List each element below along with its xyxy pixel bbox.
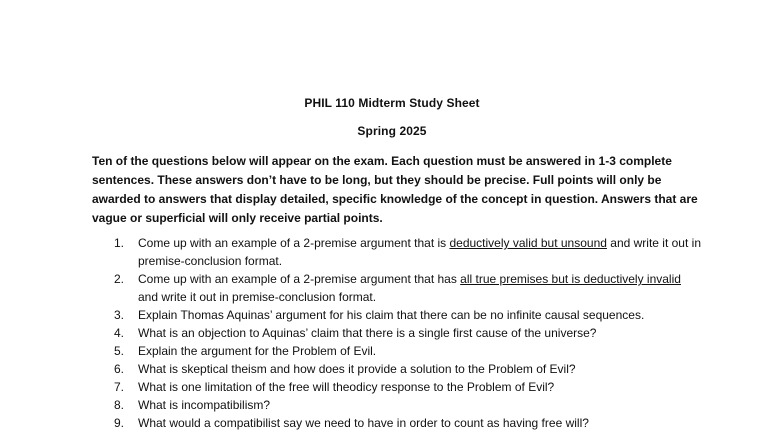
question-number: 7.: [114, 380, 125, 394]
question-text: Explain Thomas Aquinas’ argument for his claim that there can be no infinite causal sequences.: [138, 308, 645, 322]
question-number: 4.: [114, 326, 125, 340]
question-text: Come up with an example of a 2-premise argument that is deductively valid but unsound and write it out in premise-conclusion format.: [138, 236, 701, 268]
list-item: [92, 360, 702, 378]
list-item: [92, 234, 702, 270]
list-item: [92, 270, 702, 306]
list-item: [92, 396, 702, 414]
question-text: What is skeptical theism and how does it provide a solution to the Problem of Evil?: [138, 362, 576, 376]
instructions-paragraph: Ten of the questions below will appear on the exam. Each question must be answered in 1-3 complete sentences. These answers don’t have to be long, but they should be precise. Full points will only be awarded to answers that display detailed, specific knowledge of the concept in question. Answers that are vague or superficial will only receive partial points.: [92, 154, 698, 225]
question-text: Come up with an example of a 2-premise argument that has all true premises but is deductively invalid and write it out in premise-conclusion format.: [138, 272, 681, 304]
list-item: [92, 306, 702, 324]
list-item: [92, 342, 702, 360]
list-item: [92, 324, 702, 342]
underlined-phrase: all true premises but is deductively invalid: [460, 272, 681, 286]
question-text: What is an objection to Aquinas’ claim that there is a single first cause of the universe?: [138, 326, 597, 340]
question-number: 2.: [114, 272, 125, 286]
question-text: What is one limitation of the free will theodicy response to the Problem of Evil?: [138, 380, 555, 394]
question-number: 8.: [114, 398, 125, 412]
page-title: PHIL 110 Midterm Study Sheet: [304, 96, 480, 110]
underlined-phrase: deductively valid but unsound: [449, 236, 607, 250]
question-number: 9.: [114, 416, 125, 430]
question-number: 3.: [114, 308, 125, 322]
question-text: What is incompatibilism?: [138, 398, 271, 412]
question-number: 6.: [114, 362, 125, 376]
question-number: 1.: [114, 236, 125, 250]
list-item: [92, 414, 702, 432]
list-item: [92, 378, 702, 396]
question-number: 5.: [114, 344, 125, 358]
question-text: What would a compatibilist say we need to have in order to count as having free will?: [138, 416, 589, 430]
question-text: Explain the argument for the Problem of Evil.: [138, 344, 377, 358]
term-subtitle: Spring 2025: [357, 124, 427, 138]
question-list: [92, 234, 702, 432]
